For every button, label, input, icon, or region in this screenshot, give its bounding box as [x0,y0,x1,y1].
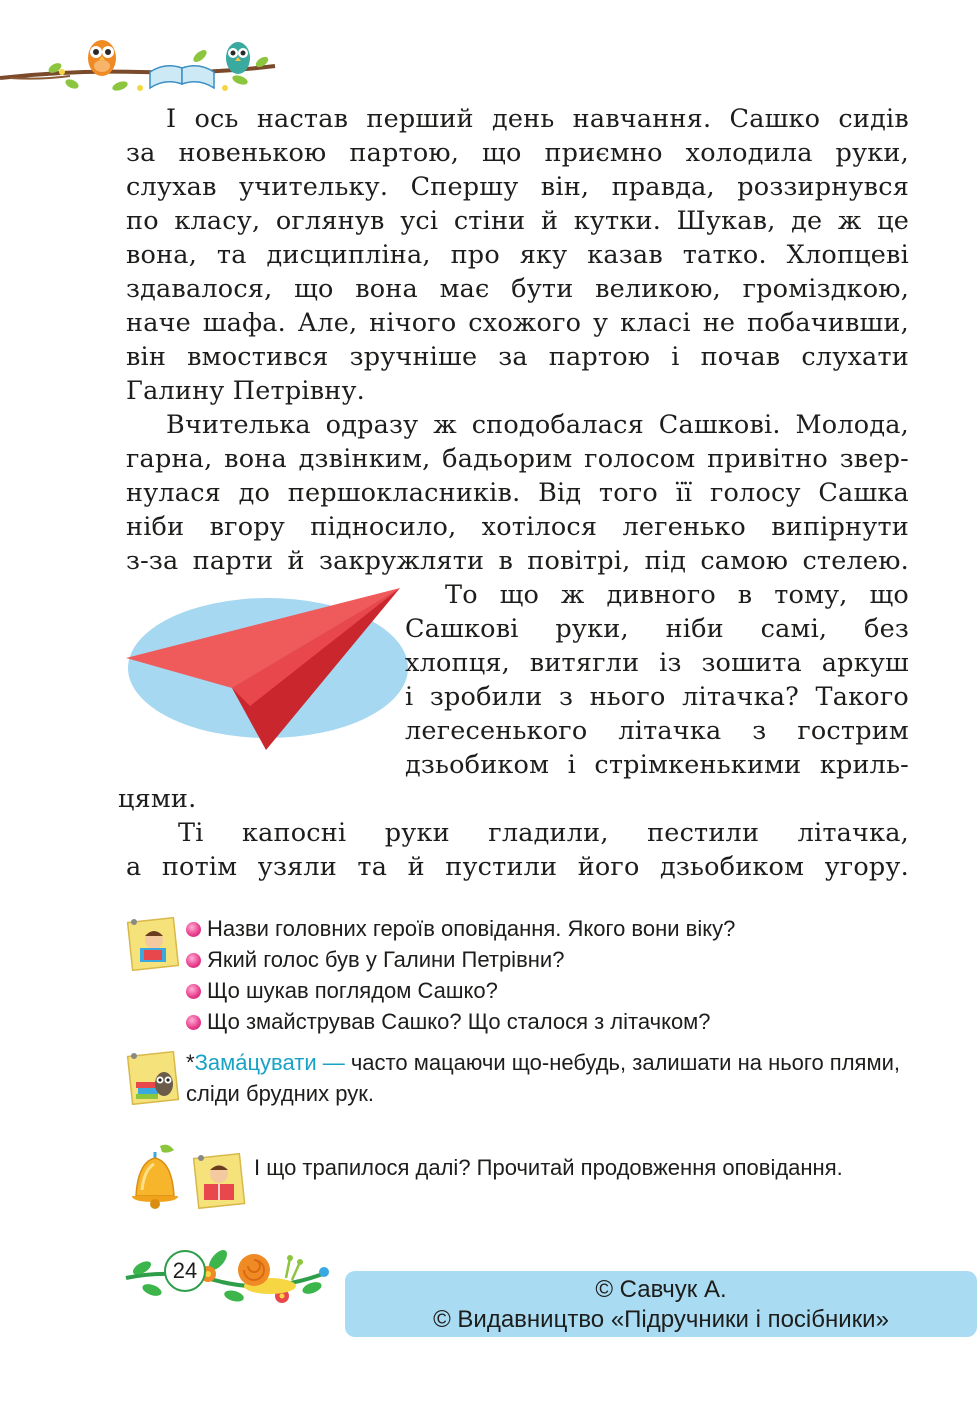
word: Галину Петрівну. [126,376,365,406]
pink-bullet-icon [186,922,201,937]
word: має [439,274,490,304]
word: слухати [801,342,909,372]
word: татко. [682,240,767,270]
word: ніби [126,512,185,542]
word: ось [194,104,239,134]
pink-bullet-icon [186,984,201,999]
reading-boy-icon [190,1150,246,1210]
word: парти [192,546,274,576]
word: зробили [429,682,543,712]
story-paragraph-3 [405,578,909,782]
word: що [869,580,909,610]
word: учительку. [239,172,389,202]
word: Сашкові [405,614,519,644]
question-3: Що шукав поглядом Сашко? [186,975,498,1006]
bell-icon [124,1140,186,1212]
word: його [577,852,640,882]
word: нього [589,682,666,712]
text-line [126,102,909,136]
word: побачивши, [747,308,909,338]
word: То [445,580,478,610]
word: роззирнувся [737,172,909,202]
word: угору. [824,852,909,882]
word: вона [224,444,287,474]
word: стелею. [802,546,909,576]
word: руки, [555,614,629,644]
word: бадьорим [442,444,573,474]
word: і [405,682,414,712]
owl-with-books-icon [124,1048,180,1106]
word: зручніше [349,342,478,372]
word: пестили [647,818,760,848]
word: зошита [701,648,802,678]
word: партою, [349,138,460,168]
word: легенько [622,512,746,542]
text-line [126,170,909,204]
text-line [126,272,909,306]
text-line [126,850,909,884]
word: Сашкові. [658,410,781,440]
word: хотілося [481,512,598,542]
word: тому, [774,580,848,610]
glossary-note: *Зама́цувати — часто мацаючи що-небудь, залишати на нього плями, сліди брудних рук. [186,1050,900,1106]
word: він, [540,172,590,202]
owls-on-branch-decoration [0,32,280,104]
word: нічого [369,308,457,338]
word: Такого [815,682,909,712]
word: настав [256,104,349,134]
text-line [405,646,909,680]
word: казав [587,240,663,270]
word: кутки. [573,206,662,236]
word: голосом [584,444,696,474]
word: й [407,852,425,882]
word: гострим [797,716,909,746]
word: привітно [707,444,828,474]
word: до [238,478,271,508]
text-line [405,612,909,646]
glossary-definition: часто мацаючи що-небудь, залишати на нього плями, сліди брудних рук. [186,1050,900,1106]
word: та [216,240,247,270]
word: Молода, [795,410,909,440]
word: самі, [760,614,828,644]
text-line [126,476,909,510]
word: не [702,308,736,338]
word: здавалося, [126,274,273,304]
word: літачка? [682,682,800,712]
word: руки [384,818,450,848]
word: з-за [126,546,179,576]
word: бути [511,274,574,304]
word: про [450,240,500,270]
word: ніби [665,614,724,644]
word: дзьобиком [405,750,550,780]
glossary-term: Зама́цувати — [194,1050,345,1075]
word: з [752,716,767,746]
copyright-box [345,1271,977,1337]
story-paragraph-1 [126,102,909,408]
word: літачка [618,716,722,746]
word: усі [400,206,439,236]
word: із [659,648,682,678]
word: гарна, [126,444,213,474]
word: ж [433,410,457,440]
word: першокласників. [287,478,521,508]
text-line [126,340,909,374]
word: приємно [544,138,663,168]
word: того [598,478,658,508]
word: великою, [595,274,721,304]
story-paragraph-3-end: цями. [118,784,197,814]
word: стіни [453,206,526,236]
word: руки, [835,138,909,168]
pink-bullet-icon [186,953,201,968]
word: гладили, [488,818,609,848]
word: Сашка [818,478,909,508]
word: Спершу [410,172,519,202]
word: Від [538,478,582,508]
word: по [126,206,159,236]
word: за [498,342,528,372]
word: й [540,206,559,236]
word: вмостився [187,342,329,372]
question-4: Що змайстрував Сашко? Що сталося з літачком? [186,1006,711,1037]
word: новенькою [178,138,327,168]
word: класу, [174,206,261,236]
word: пустили [445,852,558,882]
word: повітрі, [527,546,631,576]
snail-and-flowers-decoration [122,1238,334,1306]
word: ж [560,580,585,610]
word: Ті [178,818,204,848]
word: слухав [126,172,217,202]
word: літачка, [797,818,909,848]
text-line [126,374,909,408]
word: і [567,750,576,780]
word: капосні [242,818,347,848]
word: самою [700,546,789,576]
word: потім [161,852,238,882]
word: що [499,580,540,610]
reading-child-icon [124,914,180,972]
word: вгору [209,512,285,542]
word: а [126,852,142,882]
question-1: Назви головних героїв оповідання. Якого вони віку? [186,913,735,944]
word: дивного [606,580,716,610]
word: Шукав, [676,206,776,236]
text-line [405,680,909,714]
word: схожого [468,308,582,338]
word: він [126,342,167,372]
word: почав [700,342,781,372]
word: наче [126,308,191,338]
page-number: 24 [172,1258,198,1283]
word: Сашко [729,104,821,134]
text-line [126,544,909,578]
word: день [491,104,555,134]
text-line [126,408,909,442]
word: без [864,614,909,644]
word: її [675,478,693,508]
word: у [593,308,609,338]
word: шафа. [202,308,286,338]
word: сподобалася [471,410,644,440]
text-line [126,442,909,476]
text-line [126,306,909,340]
word: перший [366,104,474,134]
word: криль- [819,750,909,780]
word: та [357,852,388,882]
question-2: Який голос був у Галини Петрівни? [186,944,564,975]
word: стрімкенькими [594,750,802,780]
text-line [405,748,909,782]
word: хлопця, [405,648,510,678]
word: дзьобиком [660,852,805,882]
word: закружляти [318,546,485,576]
word: за [126,138,156,168]
copyright-publisher: © Видавництво «Підручники і посібники» [433,1306,889,1333]
word: класі [620,308,691,338]
copyright-author: © Савчук А. [595,1276,727,1303]
pink-bullet-icon [186,1015,201,1030]
word: Вчителька [166,410,311,440]
word: дзвінким, [298,444,431,474]
word: що [294,274,334,304]
word: нулася [126,478,221,508]
word: Хлопцеві [786,240,909,270]
word: в [737,580,753,610]
word: випірнути [771,512,909,542]
word: І [166,104,177,134]
story-paragraph-2 [126,408,909,578]
word: що [482,138,522,168]
text-line [126,204,909,238]
text-line [126,136,909,170]
story-paragraph-4 [126,816,909,884]
word: це [877,206,909,236]
word: Але, [297,308,358,338]
paper-plane-illustration [118,580,408,760]
word: під [644,546,687,576]
word: партою [548,342,651,372]
word: витягли [529,648,640,678]
word: громіздкою, [742,274,909,304]
word: й [287,546,305,576]
word: звер- [839,444,909,474]
word: узяли [257,852,337,882]
word: дисципліна, [266,240,431,270]
word: голосу [709,478,801,508]
text-line [405,578,909,612]
text-line [126,238,909,272]
text-line [126,510,909,544]
word: і [671,342,680,372]
word: сидів [838,104,909,134]
word: з [558,682,574,712]
word: легесенького [405,716,588,746]
word: правда, [611,172,715,202]
word: навчання. [572,104,712,134]
text-line [405,714,909,748]
word: оглянув [275,206,385,236]
word: аркуш [821,648,909,678]
word: ж [837,206,862,236]
word: вона [355,274,418,304]
word: одразу [325,410,419,440]
word: в [498,546,514,576]
word: холодила [685,138,813,168]
text-line [126,816,909,850]
word: підносило, [310,512,457,542]
word: яку [519,240,568,270]
next-story-prompt: І що трапилося далі? Прочитай продовження оповідання. [254,1155,843,1180]
word: вона, [126,240,198,270]
word: де [791,206,823,236]
